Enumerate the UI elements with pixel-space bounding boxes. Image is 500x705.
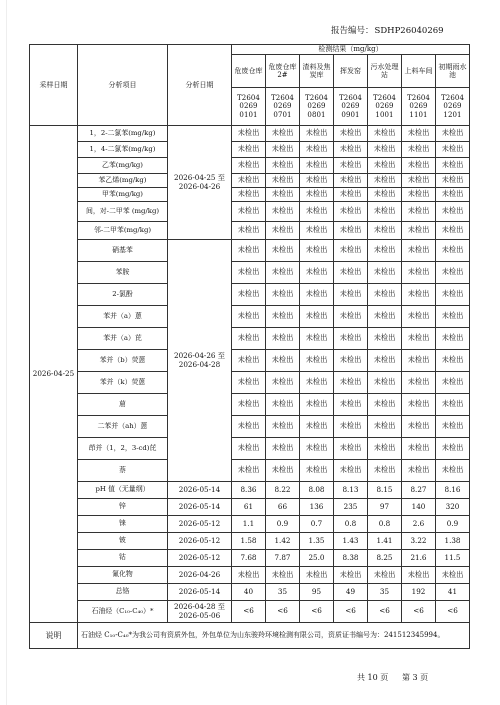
result-value: 未检出 [266,328,300,350]
result-value: <6 [232,601,266,623]
results-title: 检测结果（mg/kg） [232,45,470,55]
result-value: 1.43 [334,533,368,550]
header-row-1 [30,45,470,55]
analysis-item: 1，4-二氯苯(mg/kg) [78,142,168,158]
analysis-item: 硝基苯 [78,240,168,262]
result-value: 未检出 [232,158,266,174]
result-value: 未检出 [266,350,300,372]
result-value: 35 [266,584,300,601]
analysis-item: 钴 [78,550,168,567]
result-value: 未检出 [334,158,368,174]
result-value: 66 [266,499,300,516]
result-value: 未检出 [266,158,300,174]
result-value: 未检出 [266,416,300,438]
result-value: 未检出 [402,142,436,158]
location-name: 危废仓库 [232,55,266,88]
result-value: 未检出 [232,284,266,306]
result-value: 未检出 [402,202,436,222]
analysis-item: 䓛 [78,394,168,416]
analysis-item: 茚并（1，2，3-cd)芘 [78,438,168,460]
result-value: 未检出 [334,460,368,482]
result-value: 未检出 [436,372,470,394]
result-value: 未检出 [232,328,266,350]
result-value: 未检出 [368,240,402,262]
result-value: 未检出 [334,350,368,372]
note-label: 说明 [30,623,78,649]
analysis-item: 苯并（a）芘 [78,328,168,350]
result-value: 未检出 [334,306,368,328]
analysis-date: 2026-04-25 至 2026-04-26 [168,126,232,240]
result-value: 未检出 [368,174,402,188]
table-row [30,202,470,222]
analysis-item: 总铬 [78,584,168,601]
result-value: 未检出 [266,460,300,482]
result-value: 未检出 [232,142,266,158]
result-value: 未检出 [266,262,300,284]
result-value: 未检出 [266,438,300,460]
result-value: 8.13 [334,482,368,499]
result-value: 1.58 [232,533,266,550]
result-value: 未检出 [334,174,368,188]
result-value: 未检出 [232,567,266,584]
result-value: 未检出 [368,222,402,240]
result-value: 未检出 [436,202,470,222]
table-row [30,567,470,584]
analysis-date: 2026-04-26 至 2026-04-28 [168,240,232,482]
result-value: 未检出 [334,328,368,350]
analysis-date: 2026-05-12 [168,533,232,550]
analysis-item: 氰化物 [78,567,168,584]
result-value: 2.6 [402,516,436,533]
result-value: 未检出 [300,158,334,174]
analysis-item: 邻-二甲苯(mg/kg) [78,222,168,240]
analysis-date: 2026-05-12 [168,516,232,533]
result-value: 未检出 [368,372,402,394]
analysis-item: 苯并（k）荧蒽 [78,372,168,394]
result-value: 未检出 [368,416,402,438]
analysis-item: 间，对-二甲苯 (mg/kg) [78,202,168,222]
table-row [30,142,470,158]
result-value: 未检出 [232,306,266,328]
result-value: 未检出 [402,174,436,188]
result-value: <6 [436,601,470,623]
result-value: 未检出 [402,460,436,482]
result-value: 未检出 [300,284,334,306]
result-value: 未检出 [402,438,436,460]
result-value: 0.9 [436,516,470,533]
analysis-item: pH 值（无量纲） [78,482,168,499]
analysis-item: 苯乙烯(mg/kg) [78,174,168,188]
result-value: 未检出 [368,188,402,202]
result-value: 未检出 [436,240,470,262]
result-value: 0.8 [334,516,368,533]
sample-code: T2604 0269 1101 [402,88,436,126]
analysis-item: 苯并（b）荧蒽 [78,350,168,372]
result-value: 1.38 [436,533,470,550]
table-row [30,306,470,328]
location-name: 挥发窑 [334,55,368,88]
result-value: 未检出 [300,438,334,460]
analysis-item-header: 分析项目 [78,45,168,126]
page-edge [6,0,7,705]
location-name: 污水处理站 [368,55,402,88]
result-value: 未检出 [436,328,470,350]
result-value: 1.41 [368,533,402,550]
result-value: 140 [402,499,436,516]
result-value: 未检出 [402,328,436,350]
result-value: 未检出 [436,350,470,372]
result-value: 未检出 [436,438,470,460]
result-value: 未检出 [402,158,436,174]
result-value: 未检出 [368,306,402,328]
result-value: 未检出 [368,202,402,222]
location-name: 初期雨水池 [436,55,470,88]
result-value: 未检出 [334,438,368,460]
result-value: 未检出 [436,416,470,438]
result-value: 未检出 [232,262,266,284]
result-value: 未检出 [436,460,470,482]
result-value: 未检出 [334,416,368,438]
result-value: 未检出 [402,372,436,394]
analysis-date: 2026-05-14 [168,482,232,499]
result-value: 未检出 [232,188,266,202]
analysis-item: 甲苯(mg/kg) [78,188,168,202]
result-value: 40 [232,584,266,601]
result-value: 未检出 [368,567,402,584]
result-value: 未检出 [368,142,402,158]
result-value: 未检出 [368,350,402,372]
result-value: 未检出 [232,174,266,188]
analysis-item: 锌 [78,499,168,516]
result-value: 未检出 [232,126,266,142]
result-value: 未检出 [266,126,300,142]
result-value: 未检出 [266,284,300,306]
table-row [30,533,470,550]
analysis-item: 苯胺 [78,262,168,284]
result-value: 未检出 [334,202,368,222]
result-value: 未检出 [266,174,300,188]
table-row [30,372,470,394]
result-value: 35 [368,584,402,601]
sample-code: T2604 0269 0901 [334,88,368,126]
result-value: 未检出 [300,126,334,142]
result-value: 未检出 [300,188,334,202]
result-value: 0.8 [368,516,402,533]
result-value: 未检出 [436,126,470,142]
result-value: 未检出 [334,372,368,394]
location-name: 渣料及焦炭库 [300,55,334,88]
result-value: 未检出 [300,222,334,240]
result-value: 8.16 [436,482,470,499]
result-value: 未检出 [232,372,266,394]
sample-code: T2604 0269 0701 [266,88,300,126]
result-value: 未检出 [232,394,266,416]
location-name: 上料车间 [402,55,436,88]
results-table [29,44,470,649]
result-value: 未检出 [266,372,300,394]
result-value: 未检出 [300,372,334,394]
analysis-item: 乙苯(mg/kg) [78,158,168,174]
result-value: 11.5 [436,550,470,567]
result-value: 未检出 [402,394,436,416]
analysis-date: 2026-05-14 [168,584,232,601]
result-value: 未检出 [300,416,334,438]
analysis-item: 铍 [78,533,168,550]
result-value: 未检出 [402,306,436,328]
result-value: 未检出 [334,126,368,142]
result-value: 7.68 [232,550,266,567]
table-row [30,516,470,533]
result-value: 未检出 [266,240,300,262]
analysis-item: 苯并（a）蒽 [78,306,168,328]
result-value: 未检出 [436,174,470,188]
result-value: 1.35 [300,533,334,550]
result-value: 未检出 [266,188,300,202]
result-value: 未检出 [334,567,368,584]
result-value: 0.9 [266,516,300,533]
result-value: 61 [232,499,266,516]
result-value: 未检出 [334,262,368,284]
sampling-date-value: 2026-04-25 [30,126,78,623]
result-value: 未检出 [334,188,368,202]
result-value: 未检出 [402,416,436,438]
analysis-item: 铼 [78,516,168,533]
result-value: 未检出 [300,306,334,328]
analysis-date-header: 分析日期 [168,45,232,126]
result-value: <6 [402,601,436,623]
result-value: 235 [334,499,368,516]
result-value: 136 [300,499,334,516]
note-row [30,623,470,649]
table-row [30,284,470,306]
result-value: 未检出 [266,306,300,328]
report-number-label: 报告编号： [331,26,374,36]
table-row [30,601,470,623]
result-value: 8.22 [266,482,300,499]
result-value: 1.1 [232,516,266,533]
result-value: 未检出 [300,350,334,372]
analysis-date: 2026-04-28 至 2026-05-06 [168,601,232,623]
result-value: 未检出 [300,394,334,416]
table-row [30,126,470,142]
result-value: 95 [300,584,334,601]
result-value: 未检出 [232,416,266,438]
table-row [30,328,470,350]
result-value: 41 [436,584,470,601]
analysis-item: 石油烃（C₁₀-C₄₀）* [78,601,168,623]
table-row [30,350,470,372]
current-page: 第 3 页 [402,673,429,682]
result-value: 未检出 [300,240,334,262]
table-row [30,262,470,284]
table-row [30,499,470,516]
table-row [30,394,470,416]
result-value: 未检出 [402,350,436,372]
analysis-item: 二苯并（ah）蒽 [78,416,168,438]
sampling-date-header: 采样日期 [30,45,78,126]
result-value: 未检出 [232,222,266,240]
result-value: 未检出 [266,222,300,240]
result-value: 1.42 [266,533,300,550]
table-row [30,438,470,460]
table-row [30,584,470,601]
result-value: 8.15 [368,482,402,499]
analysis-date: 2026-05-14 [168,499,232,516]
result-value: <6 [266,601,300,623]
sample-code: T2604 0269 1201 [436,88,470,126]
sample-code: T2604 0269 1001 [368,88,402,126]
result-value: 未检出 [300,262,334,284]
result-value: 未检出 [436,306,470,328]
result-value: 未检出 [300,328,334,350]
result-value: 3.22 [402,533,436,550]
report-number-value: SDHP26040269 [374,26,444,36]
result-value: 8.27 [402,482,436,499]
result-value: 未检出 [436,142,470,158]
result-value: 8.08 [300,482,334,499]
analysis-item: 萘 [78,460,168,482]
total-pages: 共 10 页 [357,673,389,682]
table-row [30,174,470,188]
result-value: 未检出 [402,126,436,142]
table-row [30,550,470,567]
table-row [30,240,470,262]
result-value: 未检出 [368,284,402,306]
result-value: 未检出 [402,240,436,262]
sample-code: T2604 0269 0801 [300,88,334,126]
analysis-item: 2-氯酚 [78,284,168,306]
result-value: 未检出 [436,222,470,240]
result-value: 0.7 [300,516,334,533]
result-value: 未检出 [402,284,436,306]
result-value: <6 [368,601,402,623]
result-value: 未检出 [266,142,300,158]
result-value: 未检出 [436,284,470,306]
analysis-date: 2026-05-12 [168,550,232,567]
result-value: 未检出 [402,262,436,284]
report-number [330,24,444,36]
result-value: 25.0 [300,550,334,567]
result-value: 未检出 [300,460,334,482]
result-value: 未检出 [232,202,266,222]
result-value: 未检出 [334,240,368,262]
table-row [30,222,470,240]
result-value: <6 [334,601,368,623]
table-row [30,460,470,482]
result-value: 未检出 [402,188,436,202]
result-value: 未检出 [300,567,334,584]
result-value: 8.38 [334,550,368,567]
result-value: 49 [334,584,368,601]
result-value: 未检出 [436,158,470,174]
table-row [30,158,470,174]
result-value: 未检出 [368,262,402,284]
result-value: 8.36 [232,482,266,499]
result-value: 320 [436,499,470,516]
result-value: 8.25 [368,550,402,567]
result-value: 未检出 [436,262,470,284]
result-value: 未检出 [334,394,368,416]
note-text: 石油烃 C₁₀-C₄₀*为我公司有资质外包，外包单位为山东骏羚环境检测有限公司，资质证书编号为：241512345994。 [78,623,470,649]
result-value: 97 [368,499,402,516]
result-value: 未检出 [402,222,436,240]
result-value: 未检出 [266,394,300,416]
result-value: 192 [402,584,436,601]
sample-code: T2604 0269 0101 [232,88,266,126]
table-row [30,482,470,499]
analysis-date: 2026-04-26 [168,567,232,584]
location-name: 危废仓库 2# [266,55,300,88]
result-value: 未检出 [232,350,266,372]
result-value: 未检出 [300,202,334,222]
table-row [30,188,470,202]
result-value: 未检出 [436,394,470,416]
result-value: 未检出 [334,284,368,306]
result-value: 未检出 [368,158,402,174]
result-value: 未检出 [334,142,368,158]
result-value: 未检出 [334,222,368,240]
result-value: 未检出 [368,460,402,482]
analysis-item: 1，2-二氯苯(mg/kg) [78,126,168,142]
result-value: 未检出 [368,394,402,416]
result-value: 未检出 [368,328,402,350]
result-value: 21.6 [402,550,436,567]
result-value: 未检出 [436,188,470,202]
result-value: 未检出 [266,202,300,222]
result-value: 7.87 [266,550,300,567]
result-value: 未检出 [368,438,402,460]
result-value: <6 [300,601,334,623]
result-value: 未检出 [368,126,402,142]
result-value: 未检出 [232,460,266,482]
result-value: 未检出 [402,567,436,584]
result-value: 未检出 [266,567,300,584]
result-value: 未检出 [300,174,334,188]
result-value: 未检出 [436,567,470,584]
table-row [30,416,470,438]
result-value: 未检出 [232,438,266,460]
result-value: 未检出 [232,240,266,262]
result-value: 未检出 [300,142,334,158]
